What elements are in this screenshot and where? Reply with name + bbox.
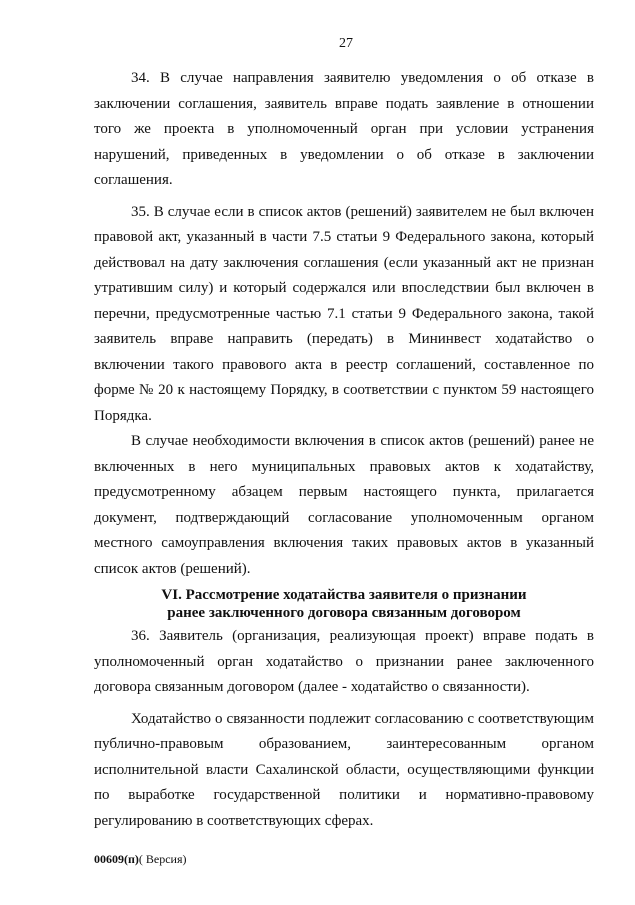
paragraph-35-continued: В случае необходимости включения в список актов (решений) ранее не включенных в него муниципальных правовых актов к ходатайству, предусмотренному абзацем первым настоящего пункта, прилагается документ, подтверждающий согласование уполномоченным органом местного самоуправления включения таких правовых актов в указанный список актов (решений). [94,433,594,577]
section-heading-line-1: VI. Рассмотрение ходатайства заявителя о признании [161,587,527,603]
paragraph-34: 34. В случае направления заявителю уведомления о об отказе в заключении соглашения, заявитель вправе подать заявление в отношении того же проекта в уполномоченный орган при условии устранения нарушений, приведенных в уведомлении о об отказе в заключении соглашения. [94,70,594,188]
section-heading-line-2: ранее заключенного договора связанным договором [167,605,521,621]
document-code: 00609(п) [94,852,139,866]
section-heading [94,586,594,622]
paragraph-36-continued: Ходатайство о связанности подлежит согласованию с соответствующим публично-правовым образованием, заинтересованным органом исполнительной власти Сахалинской области, осуществляющими функции по выработке государственной политики и нормативно-правовому регулированию в соответствующих сферах. [94,710,594,829]
document-version: ( Версия) [138,852,187,866]
document-footer [94,852,187,867]
paragraph-35: 35. В случае если в список актов (решений) заявителем не был включен правовой акт, указанный в части 7.5 статьи 9 Федерального закона, который действовал на дату заключения соглашения (если указанный акт не признан утратившим силу) и который содержался или впоследствии был включен в перечни, предусмотренные частью 7.1 статьи 9 Федерального закона, такой заявитель вправе направить (передать) в Мининвест ходатайство о включении такого правового акта в реестр соглашений, составленное по форме № 20 к настоящему Порядку, в соответствии с пунктом 59 настоящего Порядка. [94,203,594,424]
paragraph-36: 36. Заявитель (организация, реализующая проект) вправе подать в уполномоченный орган ходатайство о признании ранее заключенного договора связанным договором (далее - ходатайство о связанности). [94,628,594,695]
page-number: 27 [339,36,353,51]
